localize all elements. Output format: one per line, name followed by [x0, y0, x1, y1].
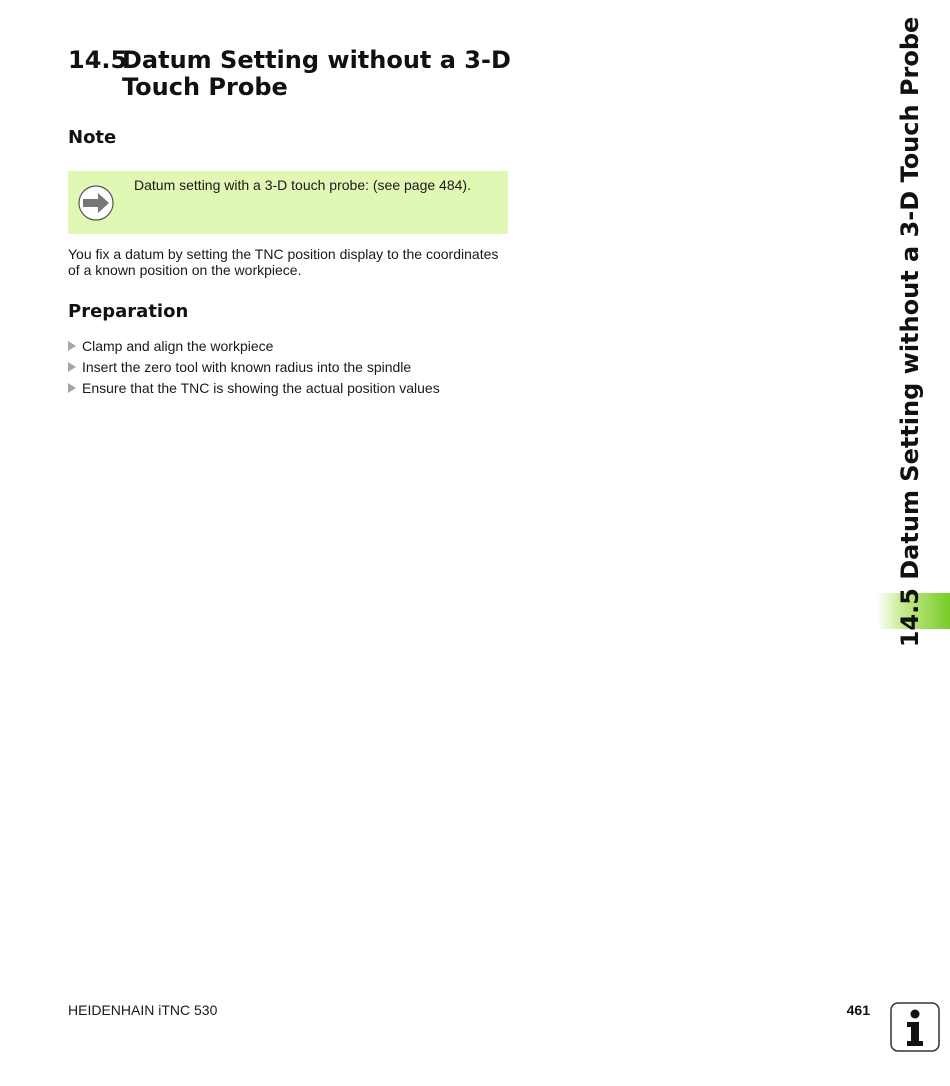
note-heading: Note — [68, 127, 117, 148]
preparation-heading: Preparation — [68, 301, 189, 322]
list-item — [68, 338, 440, 359]
triangle-bullet-icon — [68, 383, 76, 393]
triangle-bullet-icon — [68, 362, 76, 372]
list-item — [68, 380, 440, 401]
triangle-bullet-icon — [68, 341, 76, 351]
footer-product: HEIDENHAIN iTNC 530 — [68, 1002, 218, 1018]
page-number: 461 — [846, 1002, 870, 1018]
section-number: 14.5 — [68, 46, 128, 74]
preparation-steps — [68, 338, 440, 401]
list-item — [68, 359, 440, 380]
intro-paragraph: You fix a datum by setting the TNC position display to the coordinates of a known position on the workpiece. — [68, 246, 499, 278]
step-text: Ensure that the TNC is showing the actual position values — [82, 380, 440, 396]
side-running-title — [892, 16, 928, 647]
arrow-right-icon — [78, 185, 114, 221]
side-running-title-text: 14.5 Datum Setting without a 3-D Touch Probe — [896, 16, 924, 647]
step-text: Insert the zero tool with known radius into the spindle — [82, 359, 412, 375]
info-icon — [890, 1002, 940, 1052]
note-text: Datum setting with a 3-D touch probe: (see page 484). — [134, 177, 471, 193]
section-title: Datum Setting without a 3-D Touch Probe — [122, 46, 511, 101]
note-box — [68, 171, 508, 234]
step-text: Clamp and align the workpiece — [82, 338, 274, 354]
